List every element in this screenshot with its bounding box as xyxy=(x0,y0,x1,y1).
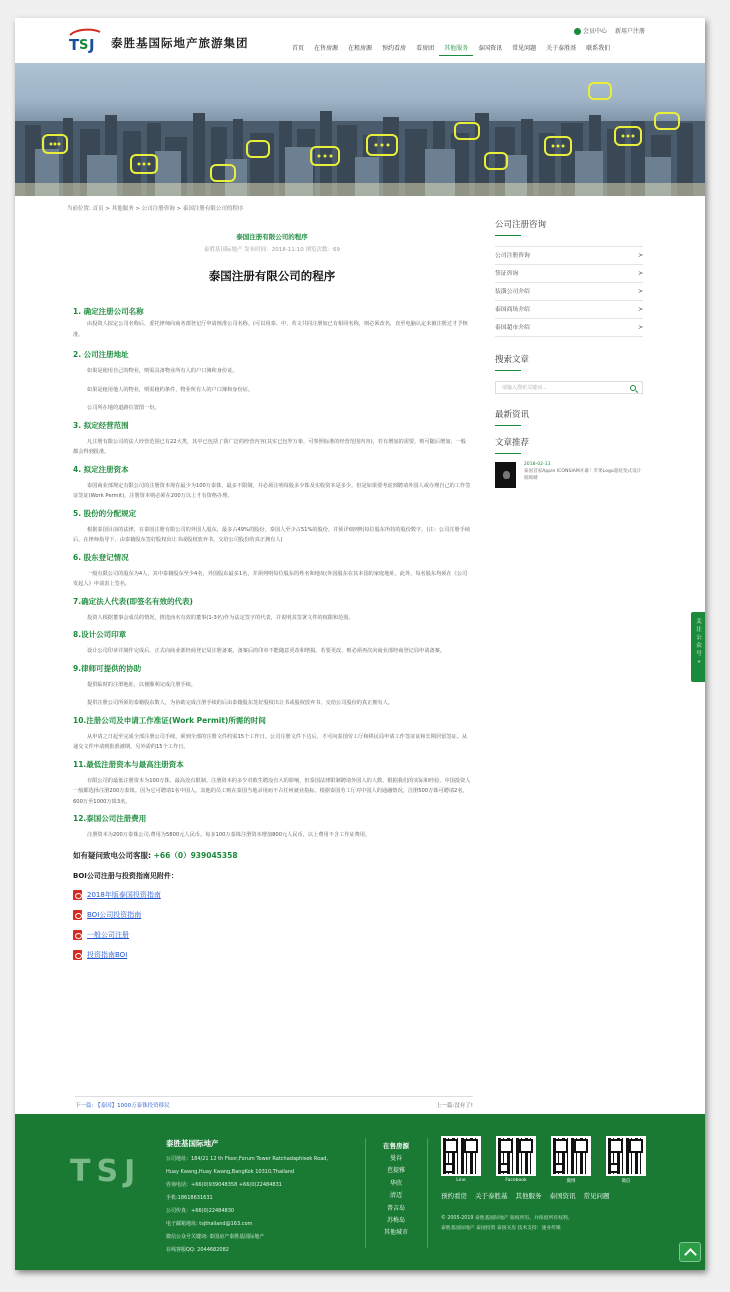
top-links xyxy=(574,26,645,35)
nav-viewing-tour[interactable]: 看房团 xyxy=(416,45,435,52)
footer-nav-link[interactable]: 其他服务 xyxy=(515,1192,542,1200)
search-heading: 搜索文章 xyxy=(495,353,643,371)
nav-for-sale[interactable]: 在售房源 xyxy=(314,45,339,52)
footer-divider xyxy=(427,1138,428,1248)
follow-wechat-tab[interactable]: 关 注 公 众 号 « xyxy=(691,612,705,682)
recommend-item[interactable] xyxy=(495,462,643,488)
section-9 xyxy=(73,663,471,709)
tsj-logo-icon[interactable] xyxy=(68,27,102,53)
section-heading: 3. 拟定经营范围 xyxy=(73,420,129,430)
pdf-icon xyxy=(73,890,82,900)
attachment-link[interactable]: 一般公司注册 xyxy=(73,929,471,941)
consult-list xyxy=(495,246,643,337)
qr-code-icon xyxy=(441,1136,481,1176)
footer-city-link[interactable]: 华欣 xyxy=(389,1179,402,1187)
section-heading: 5. 股份的分配规定 xyxy=(73,508,137,518)
section-heading: 2. 公司注册地址 xyxy=(73,350,129,359)
section-heading: 7.确定法人代表(即签名有效的代表) xyxy=(73,596,193,606)
qr-line: Line xyxy=(441,1136,481,1184)
section-paragraph: 如果是使用自己的物业，则需具备物业所有人的户口簿和身份证。 xyxy=(87,368,238,374)
pdf-icon xyxy=(73,950,82,960)
svg-text:S: S xyxy=(79,38,89,53)
sidebar-item[interactable]: 泰国超市介绍 > xyxy=(495,319,643,337)
qr-weibo: 微博 xyxy=(551,1136,591,1184)
section-paragraph: 提供注册公司所须的泰籍股东数人，为协助完成注册手续的后由泰籍股东签好股权出让书或股权放弃书，交给公司股份的真正拥有人。 xyxy=(87,700,394,706)
qr-code-icon xyxy=(606,1136,646,1176)
section-8 xyxy=(73,629,471,657)
footer-copyright: © 2005-2019 泰胜基国际地产 版权所有。并保留所有权利。 泰胜基国际地产 泰国投资 泰国买房 技术支持：速业传媒 xyxy=(441,1216,573,1231)
section-4 xyxy=(73,464,471,502)
prev-article-link[interactable]: 上一篇:没有了! xyxy=(435,1103,473,1109)
article xyxy=(73,232,471,961)
nav-for-rent[interactable]: 在租房源 xyxy=(348,45,373,52)
breadcrumb[interactable]: 当前位置: 首页 > 其他服务 > 公司注册咨询 > 泰国注册有限公司的程序 xyxy=(67,206,244,212)
prev-next-nav xyxy=(75,1096,473,1109)
section-paragraph: 由投资人拟定公司名称后，委托律师向商务部登记厅申请核准公司名称。(可以用泰、中、英文共同注册如已有相同名称，则必须改名，直至电脑认定未被注册过才予核准。 xyxy=(73,321,468,338)
recommend-date: 2018-02-13 xyxy=(523,462,551,467)
article-meta: 泰胜基国际地产 发布时间：2018-11-10 浏览次数：69 xyxy=(204,247,340,253)
footer-city-link[interactable]: 清迈 xyxy=(389,1192,402,1200)
chevron-right-icon: > xyxy=(638,253,643,259)
section-3 xyxy=(73,420,471,458)
main-nav xyxy=(287,42,615,56)
footer-info-line: 在线客服QQ: 2044682082 xyxy=(166,1247,229,1253)
qr-facebook: Facebook xyxy=(496,1136,536,1184)
search-input[interactable]: 请输入搜索关键词... xyxy=(495,381,643,394)
footer-info-line: 电子邮箱地址: tsjthailand@163.com xyxy=(166,1221,253,1227)
nav-book-viewing[interactable]: 预约看房 xyxy=(382,45,407,52)
section-paragraph: 泰国商业部规定有限公司的注册资本现在最少为100万泰铢，最多不限制。并必须注明每股多少铢及实收资本是多少。但是如果要考虑到聘请外国人或办理自己的工作签证签证(Work Permit)，注册资本则必须在200万以上才有资格办理。 xyxy=(73,482,471,499)
nav-contact[interactable]: 联系我们 xyxy=(586,45,611,52)
nav-faq[interactable]: 常见问题 xyxy=(512,45,537,52)
chevron-right-icon: > xyxy=(638,325,643,331)
site-header xyxy=(15,18,705,63)
footer-info-line: 公司地址：184/21 12 th Floor,Forum Tower Ratchadaphisek Road, xyxy=(166,1156,329,1162)
contact-phone[interactable]: +66（0）939045358 xyxy=(153,850,238,860)
attachments-list xyxy=(73,889,471,961)
footer-city-link[interactable]: 苏梅岛 xyxy=(386,1217,405,1225)
chevron-right-icon: > xyxy=(638,271,643,277)
section-heading: 8.设计公司印章 xyxy=(73,630,127,639)
banner-image xyxy=(15,63,705,196)
nav-other-services[interactable]: 其他服务 xyxy=(439,42,473,56)
page xyxy=(15,18,705,1270)
section-6 xyxy=(73,552,471,590)
back-to-top-button[interactable] xyxy=(679,1242,701,1262)
section-paragraph: 根据泰国目前的法律，在泰国注册有限公司的外国人股东，最多占49%的股份，泰国人至少占51%的股份。并须详细列明每位股东所持的股份数字。(注：公司注册手续后，在律师指导下，由泰籍股东签好股权出让书或股权放弃书，交给公司股份的真正拥有人) xyxy=(73,526,471,543)
section-10 xyxy=(73,715,471,753)
sidebar-item[interactable]: 签证咨询 > xyxy=(495,265,643,283)
contact-label: 如有疑问致电公司客服: xyxy=(73,850,151,860)
sidebar xyxy=(495,218,643,488)
qr-wechat: 微信 xyxy=(606,1136,646,1184)
footer-nav xyxy=(441,1191,610,1200)
footer-nav-link[interactable]: 预约看房 xyxy=(441,1192,467,1200)
section-paragraph: 凡注册有限公司的法人经营范围已有22大类，其中已包括了我广泛的经营内容(其实已包罗万象，可参照标准的经营范围内容)，若有增加的需要，则可随后增加，一般都会得到批准。 xyxy=(73,438,466,455)
search-icon[interactable] xyxy=(630,385,636,391)
chevron-right-icon: > xyxy=(638,307,643,313)
pdf-icon xyxy=(73,930,82,940)
footer-nav-link[interactable]: 泰国资讯 xyxy=(549,1192,576,1200)
footer-info-line: 手机:18618631631 xyxy=(166,1195,213,1201)
site-footer xyxy=(15,1114,705,1270)
nav-home[interactable]: 首页 xyxy=(292,45,305,52)
section-12 xyxy=(73,813,471,841)
latest-heading: 最新资讯 xyxy=(495,408,643,426)
footer-info-line: Huay Kwang,Huay Kwang,BangKok 10310,Thailand xyxy=(166,1169,295,1175)
section-paragraph: 如果是租用他人的物业，则需租约条件、物业所有人的户口簿和身份证。 xyxy=(87,386,254,393)
footer-city-link[interactable]: 芭提雅 xyxy=(386,1167,405,1175)
section-paragraph: 从申请之日起至完成全部注册公司手续，须到全部的注册文件约需15个工作日。公司注册文件下达后，才可向泰国劳工厅和移民局申请工作签证证和长期居留签证。从递交文件申请到批准被期，另外需约15个工作日。 xyxy=(73,733,468,750)
logo-text[interactable]: 泰胜基国际地产旅游集团 xyxy=(111,36,249,50)
footer-cities-heading: 在售房源 xyxy=(383,1142,409,1150)
contact-line xyxy=(73,850,471,861)
member-center-link[interactable]: 会员中心 xyxy=(574,26,607,35)
chevron-right-icon: > xyxy=(638,289,643,295)
recommend-heading: 文章推荐 xyxy=(495,436,643,454)
section-2 xyxy=(73,349,471,414)
section-heading: 10.注册公司及申请工作准证(Work Permit)所需的时间 xyxy=(73,715,266,725)
section-heading: 9.律师可提供的协助 xyxy=(73,663,142,673)
footer-company-name: 泰胜基国际地产 xyxy=(166,1139,219,1148)
user-icon xyxy=(574,28,581,35)
section-paragraph: 注册资本为200万泰铢公司,费用为5800元人民币。每多100万泰铢注册资本增加800元人民币，以上费用不含工作证费用。 xyxy=(87,832,371,838)
svg-text:T: T xyxy=(69,36,80,53)
next-article-link[interactable]: 下一篇: 【泰国】1000万泰铢投资移民 xyxy=(75,1103,170,1109)
city-banner xyxy=(15,63,705,196)
consult-heading: 公司注册咨询 xyxy=(495,218,643,236)
section-heading: 11.最低注册资本与最高注册资本 xyxy=(73,759,184,769)
pdf-icon xyxy=(73,910,82,920)
sidebar-item[interactable]: 公司注册咨询 > xyxy=(495,247,643,265)
article-head-title: 泰国注册有限公司的程序 xyxy=(236,233,308,241)
section-paragraph: 公司所在地的道路位置图一份。 xyxy=(87,405,160,411)
attachments-title: BOI公司注册与投资指南见附件： xyxy=(73,871,178,880)
footer-nav-link[interactable]: 关于泰胜基 xyxy=(475,1192,508,1200)
section-5 xyxy=(73,508,471,546)
recommend-text: 泰国首家Apple ICONSIAM开幕！苹果Logo超炫变式设计很吸睛 xyxy=(523,469,642,481)
section-paragraph: 提供临时的注册地址，以便顺利完成注册手续。 xyxy=(87,681,196,688)
section-heading: 4. 拟定注册资本 xyxy=(73,464,129,474)
section-7 xyxy=(73,596,471,624)
footer-logo: TSJ xyxy=(70,1154,142,1189)
section-paragraph: 投资人根据董事会成员的情况，推选而名有效的董事(1-3名)作为法定签字的代表，并说明其签署文件的权限和范围。 xyxy=(87,614,354,621)
footer-divider xyxy=(365,1138,366,1248)
attachment-link[interactable]: BOI公司投资指南 xyxy=(73,909,471,921)
sidebar-item[interactable]: 泰国商场介绍 > xyxy=(495,301,643,319)
article-title: 泰国注册有限公司的程序 xyxy=(208,269,336,283)
attachment-link[interactable]: 2018年版泰国投资指南 xyxy=(73,889,471,901)
footer-company-info xyxy=(166,1138,366,1257)
section-heading: 12.泰国公司注册费用 xyxy=(73,814,147,823)
svg-text:J: J xyxy=(89,36,95,53)
section-paragraph: 一般有限公司的股东为4人，其中泰籍股东至少4名，外国股东最多1名，并须列明每位股东的姓名和地址(外国股东在其本国的家庭地址。此外，每名股东均须在《公司发起人》申请表上签名。 xyxy=(73,570,468,587)
nav-thai-news[interactable]: 泰国资讯 xyxy=(478,45,503,52)
section-paragraph: 有限公司的最低注册资本为100万铢，最高没有限制。注册资本的多少对救生聘没有大的影响，但泰国法律限制聘请外国人的人数。根据我们的实际和经验，中国投资人一般都选择注册200万泰铢。因为它可聘请1名中国人。其他的员工则在泰国当地录用而不占任何就业指标。根据泰国劳工厅对中国人的通融情况，注册500万铢可聘请2名，600万至1000万铢3名。 xyxy=(73,777,471,805)
sidebar-item[interactable]: 装潢公司介绍 > xyxy=(495,283,643,301)
apple-logo-thumbnail xyxy=(495,462,516,488)
section-heading: 6. 股东登记情况 xyxy=(73,552,129,562)
footer-city-link[interactable]: 普吉岛 xyxy=(386,1204,405,1212)
footer-info-line: 微信公众号关键词: 泰国房产泰胜基国际地产 xyxy=(166,1234,265,1240)
qr-code-icon xyxy=(496,1136,536,1176)
attachment-link[interactable]: 投资指南BOI xyxy=(73,949,471,961)
footer-nav-link[interactable]: 常见问题 xyxy=(583,1192,610,1200)
footer-city-link[interactable]: 曼谷 xyxy=(389,1155,402,1162)
footer-info-line: 咨询电话：+66(0)939048358 +66(0)22484831 xyxy=(166,1182,282,1188)
section-paragraph: 设计公司印章并制作完成后，正式向商业部经商登记局注册备案。备案后的印章不能随意更改和增损。若要更改，则必须再次向商业部经商登记局申请备案。 xyxy=(87,648,445,654)
section-heading: 1. 确定注册公司名称 xyxy=(73,307,144,316)
register-link[interactable]: 新用户注册 xyxy=(614,28,645,35)
footer-city-link[interactable]: 其他城市 xyxy=(383,1229,408,1237)
article-body xyxy=(73,306,471,961)
nav-about[interactable]: 关于泰胜基 xyxy=(546,45,577,52)
qr-codes xyxy=(441,1136,646,1184)
section-11 xyxy=(73,759,471,808)
footer-info-line: 公司传真：+66(0)22484830 xyxy=(166,1208,235,1214)
qr-code-icon xyxy=(551,1136,591,1176)
footer-cities xyxy=(371,1141,421,1240)
section-1 xyxy=(73,306,471,340)
